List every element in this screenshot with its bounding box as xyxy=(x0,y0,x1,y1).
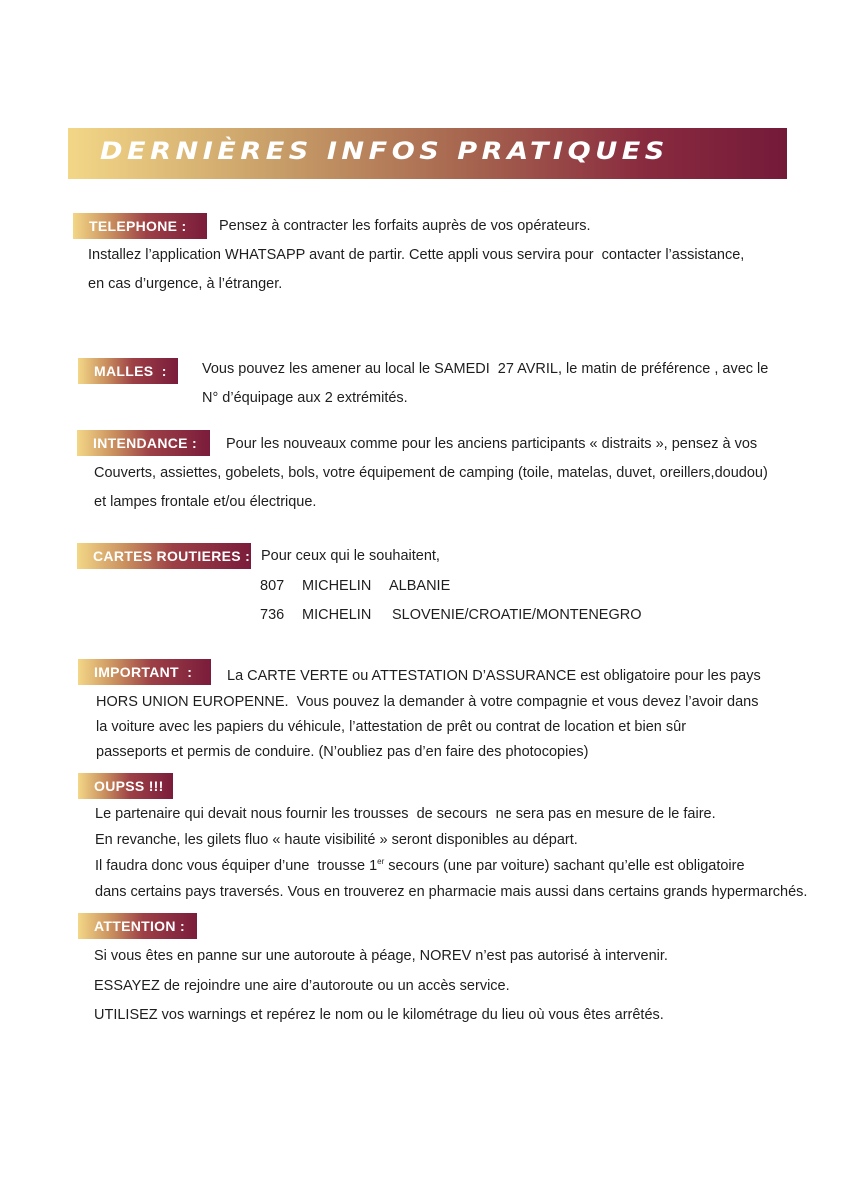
map-number: 807 xyxy=(260,578,285,594)
map-brand: MICHELIN xyxy=(302,607,372,623)
oupss-line-1: Le partenaire qui devait nous fournir les trousses de secours ne sera pas en mesure de le faire. xyxy=(95,806,716,822)
malles-line-2: N° d’équipage aux 2 extrémités. xyxy=(202,390,408,406)
important-line-3: la voiture avec les papiers du véhicule, l’attestation de prêt ou contrat de location et bien sûr xyxy=(96,719,687,735)
title-banner xyxy=(68,128,787,179)
section-label-oupss: OUPSS !!! xyxy=(78,773,173,799)
intendance-line-2: Couverts, assiettes, gobelets, bols, votre équipement de camping (toile, matelas, duvet, oreillers,doudou) xyxy=(94,465,768,481)
oupss-line-4: dans certains pays traversés. Vous en trouverez en pharmacie mais aussi dans certains grands hypermarchés. xyxy=(95,884,808,900)
telephone-line-3: en cas d’urgence, à l’étranger. xyxy=(88,276,283,292)
attention-line-1: Si vous êtes en panne sur une autoroute à péage, NOREV n’est pas autorisé à intervenir. xyxy=(94,948,668,964)
attention-line-3: UTILISEZ vos warnings et repérez le nom ou le kilométrage du lieu où vous êtes arrêtés. xyxy=(94,1007,664,1023)
section-label-attention: ATTENTION : xyxy=(78,913,197,939)
oupss-line-3: Il faudra donc vous équiper d’une trousse 1er secours (une par voiture) sachant qu’elle est obligatoire xyxy=(95,857,745,874)
oupss-line-2: En revanche, les gilets fluo « haute visibilité » seront disponibles au départ. xyxy=(95,832,578,848)
section-label-cartes: CARTES ROUTIERES : xyxy=(77,543,251,569)
attention-line-2: ESSAYEZ de rejoindre une aire d’autoroute ou un accès service. xyxy=(94,978,510,994)
page-title: DERNIÈRES INFOS PRATIQUES xyxy=(100,137,669,165)
telephone-line-1: Pensez à contracter les forfaits auprès de vos opérateurs. xyxy=(219,218,591,234)
important-line-2: HORS UNION EUROPENNE. Vous pouvez la demander à votre compagnie et vous devez l’avoir dans xyxy=(96,694,759,710)
malles-line-1: Vous pouvez les amener au local le SAMEDI 27 AVRIL, le matin de préférence , avec le xyxy=(202,361,769,377)
cartes-intro: Pour ceux qui le souhaitent, xyxy=(261,548,440,564)
intendance-line-1: Pour les nouveaux comme pour les anciens participants « distraits », pensez à vos xyxy=(226,436,758,452)
map-region: ALBANIE xyxy=(389,578,451,594)
important-line-1: La CARTE VERTE ou ATTESTATION D’ASSURANCE est obligatoire pour les pays xyxy=(227,668,761,684)
section-label-telephone: TELEPHONE : xyxy=(73,213,207,239)
intendance-line-3: et lampes frontale et/ou électrique. xyxy=(94,494,317,510)
section-label-intendance: INTENDANCE : xyxy=(77,430,210,456)
superscript-er: er xyxy=(377,857,385,866)
section-label-important: IMPORTANT : xyxy=(78,659,211,685)
map-brand: MICHELIN xyxy=(302,578,372,594)
important-line-4: passeports et permis de conduire. (N’oubliez pas d’en faire des photocopies) xyxy=(96,744,589,760)
map-region: SLOVENIE/CROATIE/MONTENEGRO xyxy=(392,607,642,623)
section-label-malles: MALLES : xyxy=(78,358,178,384)
telephone-line-2: Installez l’application WHATSAPP avant de partir. Cette appli vous servira pour contacter l’assistance, xyxy=(88,247,745,263)
map-number: 736 xyxy=(260,607,285,623)
